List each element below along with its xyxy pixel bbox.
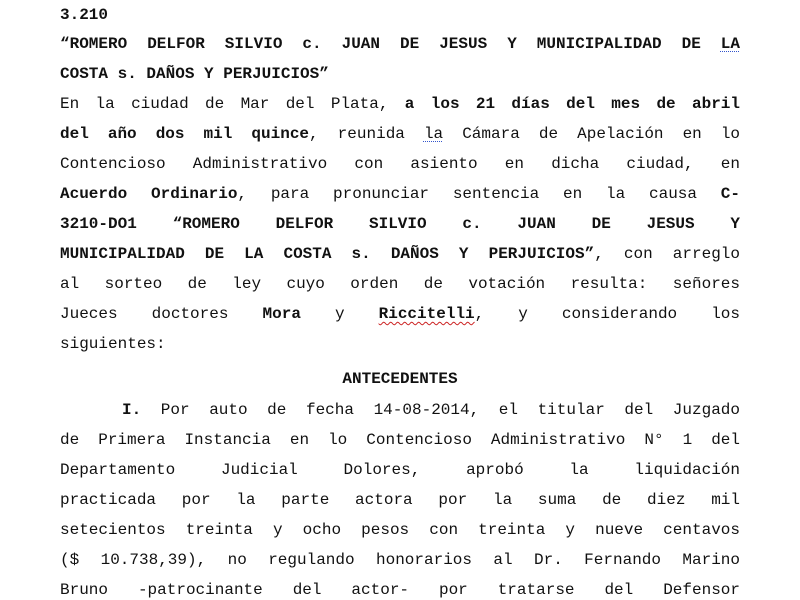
- paragraph-line: [60, 239, 740, 269]
- paragraph-text: , reunida: [309, 125, 424, 143]
- paragraph-bold-text: MUNICIPALIDAD DE LA COSTA s. DAÑOS Y PERJUICIOS”: [60, 245, 595, 263]
- paragraph-text: Cámara de Apelación en lo: [443, 125, 741, 143]
- paragraph-bold-text: Mora: [262, 305, 301, 323]
- paragraph-bold-text: C-: [720, 185, 740, 203]
- file-number: 3.210: [60, 6, 109, 24]
- paragraph-line: [60, 179, 740, 209]
- paragraph-line: Bruno -patrocinante del actor- por tratarse del Defensor: [60, 581, 740, 599]
- paragraph-line: Departamento Judicial Dolores, aprobó la liquidación: [60, 461, 740, 479]
- paragraph-text: , para pronunciar sentencia en la causa: [237, 185, 721, 203]
- paragraph-line: [122, 395, 740, 425]
- paragraph-line: de Primera Instancia en lo Contencioso Administrativo N° 1 del: [60, 431, 740, 449]
- case-title-line-1: [60, 29, 740, 59]
- paragraph-line: setecientos treinta y ocho pesos con treinta y nueve centavos: [60, 521, 740, 539]
- paragraph-bold-text: Riccitelli: [378, 305, 475, 323]
- paragraph-bold-text: del año dos mil quince: [60, 125, 310, 143]
- paragraph-bold-text: a los 21 días del mes de abril: [404, 95, 740, 113]
- section-heading: ANTECEDENTES: [342, 370, 458, 388]
- paragraph-bold-text: Acuerdo Ordinario: [60, 185, 238, 203]
- paragraph-text: Por auto de fecha 14-08-2014, el titular del Juzgado: [141, 401, 740, 419]
- paragraph-line: practicada por la parte actora por la suma de diez mil: [60, 491, 740, 509]
- paragraph-line: [60, 89, 740, 119]
- case-title-line-2: COSTA s. DAÑOS Y PERJUICIOS”: [60, 65, 329, 83]
- paragraph-line: [60, 299, 740, 329]
- paragraph-text: y: [300, 305, 379, 323]
- paragraph-line: siguientes:: [60, 335, 166, 353]
- paragraph-line: al sorteo de ley cuyo orden de votación resulta: señores: [60, 275, 740, 293]
- paragraph-line: Contencioso Administrativo con asiento en dicha ciudad, en: [60, 155, 740, 173]
- paragraph-text: En la ciudad de Mar del Plata,: [60, 95, 405, 113]
- paragraph-text: Jueces doctores: [60, 305, 263, 323]
- paragraph-line: ($ 10.738,39), no regulando honorarios al Dr. Fernando Marino: [60, 551, 740, 569]
- paragraph-bold-text: I.: [122, 401, 142, 419]
- paragraph-line: 3210-DO1 “ROMERO DELFOR SILVIO c. JUAN DE JESUS Y: [60, 215, 740, 233]
- case-title-text: LA: [720, 35, 740, 53]
- paragraph-text: la: [423, 125, 444, 143]
- paragraph-text: , y considerando los: [474, 305, 741, 323]
- paragraph-line: [60, 119, 740, 149]
- paragraph-text: , con arreglo: [594, 245, 740, 263]
- case-title-text: “ROMERO DELFOR SILVIO c. JUAN DE JESUS Y MUNICIPALIDAD DE: [60, 35, 721, 53]
